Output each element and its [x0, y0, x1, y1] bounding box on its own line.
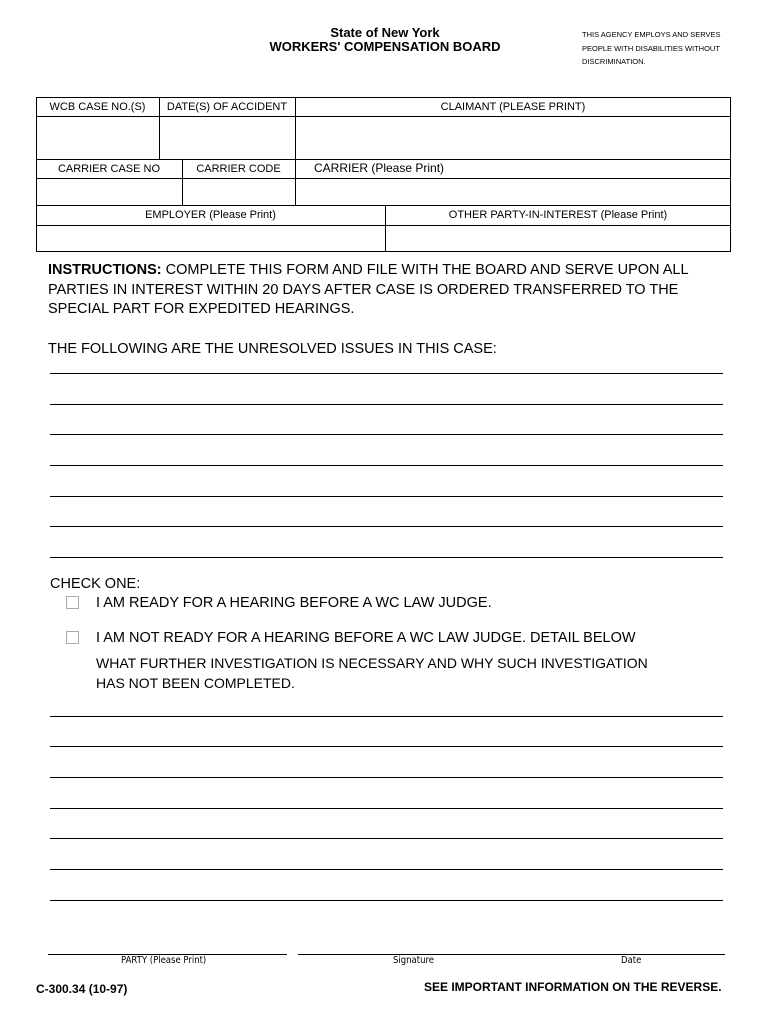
- claimant-field[interactable]: [296, 117, 730, 159]
- employer-label: EMPLOYER (Please Print): [145, 209, 276, 221]
- not-ready-option-text: WHAT FURTHER INVESTIGATION IS NECESSARY AND WHY SUCH INVESTIGATION: [96, 655, 648, 671]
- write-line[interactable]: [50, 716, 723, 717]
- unresolved-issues-label: THE FOLLOWING ARE THE UNRESOLVED ISSUES IN THIS CASE:: [48, 341, 497, 357]
- write-line[interactable]: [50, 838, 723, 839]
- carrier-code-label: CARRIER CODE: [196, 163, 281, 175]
- other-party-field[interactable]: [386, 226, 730, 251]
- write-line[interactable]: [50, 465, 723, 466]
- not-ready-option-text: I AM NOT READY FOR A HEARING BEFORE A WC LAW JUDGE. DETAIL BELOW: [96, 630, 636, 646]
- date-label: Date: [621, 955, 642, 966]
- board-title: WORKERS' COMPENSATION BOARD: [269, 39, 501, 54]
- instructions-label: INSTRUCTIONS:: [48, 262, 162, 278]
- check-one-label: CHECK ONE:: [50, 576, 141, 592]
- instructions-text: COMPLETE THIS FORM AND FILE WITH THE BOARD AND SERVE UPON ALL PARTIES IN INTEREST WITHIN 20 DAYS AFTER CASE IS ORDERED TRANSFERRED TO THE SPECIAL PART FOR EXPEDITED HEARINGS.: [48, 262, 688, 317]
- notice-line: DISCRIMINATION.: [582, 57, 646, 66]
- write-line[interactable]: [50, 557, 723, 558]
- write-line[interactable]: [50, 526, 723, 527]
- write-line[interactable]: [50, 434, 723, 435]
- write-line[interactable]: [50, 900, 723, 901]
- notice-line: PEOPLE WITH DISABILITIES WITHOUT: [582, 43, 720, 53]
- carrier-field[interactable]: [296, 179, 730, 205]
- notice-line: THIS AGENCY EMPLOYS AND SERVES: [582, 30, 721, 39]
- wcb-case-no-label: WCB CASE NO.(S): [49, 101, 146, 113]
- other-party-label: OTHER PARTY-IN-INTEREST (Please Print): [448, 209, 668, 221]
- date-of-accident-label: DATE(S) OF ACCIDENT: [166, 101, 288, 113]
- write-line[interactable]: [50, 496, 723, 497]
- not-ready-option-text: HAS NOT BEEN COMPLETED.: [96, 675, 295, 691]
- not-ready-checkbox[interactable]: [66, 631, 79, 644]
- carrier-code-field[interactable]: [183, 179, 294, 205]
- carrier-case-no-field[interactable]: [37, 179, 181, 205]
- carrier-case-no-label: CARRIER CASE NO: [57, 163, 161, 175]
- form-id: C-300.34 (10-97): [36, 982, 128, 996]
- write-line[interactable]: [50, 808, 723, 809]
- write-line[interactable]: [50, 373, 723, 374]
- state-title: State of New York: [330, 25, 440, 40]
- write-line[interactable]: [50, 869, 723, 870]
- instructions: [48, 261, 728, 320]
- write-line[interactable]: [50, 777, 723, 778]
- agency-notice: [582, 28, 752, 69]
- wcb-case-no-field[interactable]: [37, 117, 158, 159]
- employer-field[interactable]: [37, 226, 384, 251]
- reverse-note: SEE IMPORTANT INFORMATION ON THE REVERSE.: [424, 980, 722, 994]
- claimant-label: CLAIMANT (PLEASE PRINT): [440, 101, 586, 113]
- signature-label: Signature: [393, 955, 435, 966]
- signature-date-line[interactable]: [298, 954, 725, 955]
- ready-option-text: I AM READY FOR A HEARING BEFORE A WC LAW JUDGE.: [96, 595, 492, 611]
- carrier-label: CARRIER (Please Print): [314, 161, 445, 175]
- date-of-accident-field[interactable]: [160, 117, 294, 159]
- write-line[interactable]: [50, 746, 723, 747]
- party-label: PARTY (Please Print): [121, 955, 207, 966]
- write-line[interactable]: [50, 404, 723, 405]
- ready-checkbox[interactable]: [66, 596, 79, 609]
